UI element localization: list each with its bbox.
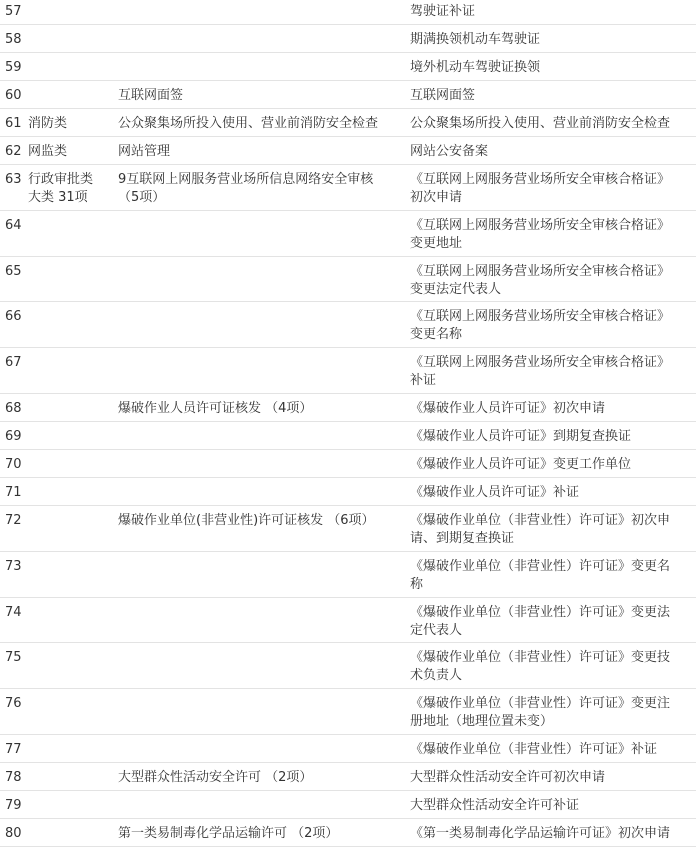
row-number: 67 xyxy=(5,355,22,371)
item-cell-line: 大型群众性活动安全许可 （2项） xyxy=(118,770,313,785)
table-row xyxy=(0,819,696,847)
row-number: 80 xyxy=(5,826,22,841)
sub-item-cell xyxy=(410,428,631,446)
table-row xyxy=(0,763,696,791)
sub-item-cell-line: 定代表人 xyxy=(410,622,463,638)
row-number: 65 xyxy=(5,263,22,279)
item-cell-line: 公众聚集场所投入使用、营业前消防安全检查 xyxy=(118,116,379,131)
sub-item-cell-line: 《爆破作业单位（非营业性）许可证》变更法 xyxy=(410,604,671,620)
row-number: 79 xyxy=(5,798,22,813)
row-number: 63 xyxy=(5,172,22,187)
sub-item-cell xyxy=(410,263,670,299)
sub-item-cell xyxy=(410,741,657,759)
sub-item-cell xyxy=(410,115,670,133)
sub-item-cell xyxy=(410,456,631,474)
item-cell xyxy=(118,143,170,161)
sub-item-cell-line: 《爆破作业人员许可证》补证 xyxy=(410,485,580,500)
item-cell xyxy=(118,769,312,787)
table-row xyxy=(0,791,696,819)
sub-item-cell xyxy=(410,400,605,418)
sub-item-cell-line: 《互联网上网服务营业场所安全审核合格证》 xyxy=(410,355,671,371)
item-cell-line: 互联网面签 xyxy=(118,88,184,103)
item-cell-line: （5项） xyxy=(118,190,166,205)
table-row xyxy=(0,137,696,165)
table-row xyxy=(0,478,696,506)
category-cell xyxy=(28,143,67,161)
sub-item-cell-line: 《爆破作业人员许可证》到期复查换证 xyxy=(410,429,632,444)
row-number: 71 xyxy=(5,485,22,500)
table-row xyxy=(0,598,696,644)
sub-item-cell xyxy=(410,31,540,49)
table-row xyxy=(0,643,696,689)
row-number: 72 xyxy=(5,513,22,528)
sub-item-cell-line: 初次申请 xyxy=(410,190,463,205)
sub-item-cell-line: 称 xyxy=(410,576,424,592)
item-cell-line: 第一类易制毒化学品运输许可 （2项） xyxy=(118,826,339,841)
table-row xyxy=(0,81,696,109)
table-row xyxy=(0,0,696,25)
table-row xyxy=(0,165,696,211)
sub-item-cell-line: 《互联网上网服务营业场所安全审核合格证》 xyxy=(410,172,671,187)
category-cell xyxy=(28,115,67,133)
row-number: 68 xyxy=(5,401,22,416)
sub-item-cell xyxy=(410,512,670,548)
table-row xyxy=(0,506,696,552)
sub-item-cell-line: 变更法定代表人 xyxy=(410,281,502,297)
row-number: 78 xyxy=(5,770,22,785)
sub-item-cell-line: 互联网面签 xyxy=(410,88,476,103)
item-cell xyxy=(118,512,375,530)
sub-item-cell-line: 公众聚集场所投入使用、营业前消防安全检查 xyxy=(410,116,671,131)
row-number: 69 xyxy=(5,429,22,444)
sub-item-cell-line: 《爆破作业单位（非营业性）许可证》变更注 xyxy=(410,696,671,712)
row-number: 76 xyxy=(5,696,22,712)
table-row xyxy=(0,348,696,394)
sub-item-cell-line: 网站公安备案 xyxy=(410,144,489,159)
table-row xyxy=(0,302,696,348)
row-number: 61 xyxy=(5,116,22,131)
table-row xyxy=(0,257,696,303)
sub-item-cell-line: 《爆破作业单位（非营业性）许可证》补证 xyxy=(410,742,658,757)
row-number: 70 xyxy=(5,457,22,472)
sub-item-cell-line: 《爆破作业单位（非营业性）许可证》变更名 xyxy=(410,558,671,574)
row-number: 77 xyxy=(5,742,22,757)
sub-item-cell xyxy=(410,217,670,253)
sub-item-cell-line: 期满换领机动车驾驶证 xyxy=(410,32,541,47)
item-cell xyxy=(118,115,378,133)
table-row xyxy=(0,689,696,735)
row-number: 60 xyxy=(5,88,22,103)
category-cell-line: 行政审批类 xyxy=(28,172,94,187)
row-number: 62 xyxy=(5,144,22,159)
row-number: 66 xyxy=(5,309,22,325)
sub-item-cell xyxy=(410,354,670,390)
sub-item-cell xyxy=(410,87,475,105)
sub-item-cell xyxy=(410,59,540,77)
sub-item-cell-line: 驾驶证补证 xyxy=(410,4,476,19)
sub-item-cell-line: 册地址（地理位置未变） xyxy=(410,714,554,730)
sub-item-cell xyxy=(410,825,670,843)
row-number: 58 xyxy=(5,32,22,47)
sub-item-cell-line: 大型群众性活动安全许可初次申请 xyxy=(410,770,606,785)
category-cell-line: 消防类 xyxy=(28,116,68,131)
table-row xyxy=(0,422,696,450)
sub-item-cell-line: 补证 xyxy=(410,373,437,389)
sub-item-cell-line: 《第一类易制毒化学品运输许可证》初次申请 xyxy=(410,826,671,841)
category-cell-line: 网监类 xyxy=(28,144,68,159)
sub-item-cell-line: 《爆破作业人员许可证》初次申请 xyxy=(410,401,606,416)
sub-item-cell xyxy=(410,3,475,21)
table-row xyxy=(0,394,696,422)
sub-item-cell xyxy=(410,484,579,502)
sub-item-cell xyxy=(410,308,670,344)
sub-item-cell-line: 《互联网上网服务营业场所安全审核合格证》 xyxy=(410,263,671,279)
table-row xyxy=(0,735,696,763)
sub-item-cell xyxy=(410,171,670,207)
category-cell xyxy=(28,171,93,207)
sub-item-cell-line: 术负责人 xyxy=(410,668,463,684)
item-cell-line: 9互联网上网服务营业场所信息网络安全审核 xyxy=(118,172,374,187)
sub-item-cell xyxy=(410,649,670,685)
sub-item-cell-line: 《互联网上网服务营业场所安全审核合格证》 xyxy=(410,309,671,325)
sub-item-cell xyxy=(410,143,488,161)
table-row xyxy=(0,25,696,53)
row-number: 64 xyxy=(5,217,22,233)
sub-item-cell-line: 请、到期复查换证 xyxy=(410,531,515,546)
item-cell-line: 网站管理 xyxy=(118,144,171,159)
row-number: 57 xyxy=(5,4,22,19)
item-cell xyxy=(118,171,373,207)
sub-item-cell xyxy=(410,769,605,787)
sub-item-cell-line: 大型群众性活动安全许可补证 xyxy=(410,798,580,813)
item-cell xyxy=(118,825,338,843)
item-cell-line: 爆破作业单位(非营业性)许可证核发 （6项） xyxy=(118,513,375,528)
table-row xyxy=(0,450,696,478)
item-cell xyxy=(118,400,312,418)
sub-item-cell xyxy=(410,558,670,594)
row-number: 59 xyxy=(5,60,22,75)
item-cell xyxy=(118,87,183,105)
sub-item-cell-line: 《爆破作业单位（非营业性）许可证》初次申 xyxy=(410,513,671,528)
category-cell-line: 大类 31项 xyxy=(28,190,88,205)
row-number: 73 xyxy=(5,558,22,574)
sub-item-cell-line: 《互联网上网服务营业场所安全审核合格证》 xyxy=(410,217,671,233)
sub-item-cell xyxy=(410,604,670,640)
sub-item-cell xyxy=(410,695,670,731)
sub-item-cell-line: 《爆破作业单位（非营业性）许可证》变更技 xyxy=(410,650,671,666)
table-row xyxy=(0,211,696,257)
sub-item-cell-line: 变更地址 xyxy=(410,235,463,251)
table-row xyxy=(0,109,696,137)
sub-item-cell xyxy=(410,797,579,815)
sub-item-cell-line: 境外机动车驾驶证换领 xyxy=(410,60,541,75)
row-number: 74 xyxy=(5,604,22,620)
table-row xyxy=(0,552,696,598)
row-number: 75 xyxy=(5,650,22,666)
table-row xyxy=(0,53,696,81)
sub-item-cell-line: 《爆破作业人员许可证》变更工作单位 xyxy=(410,457,632,472)
item-cell-line: 爆破作业人员许可证核发 （4项） xyxy=(118,401,313,416)
sub-item-cell-line: 变更名称 xyxy=(410,327,463,343)
